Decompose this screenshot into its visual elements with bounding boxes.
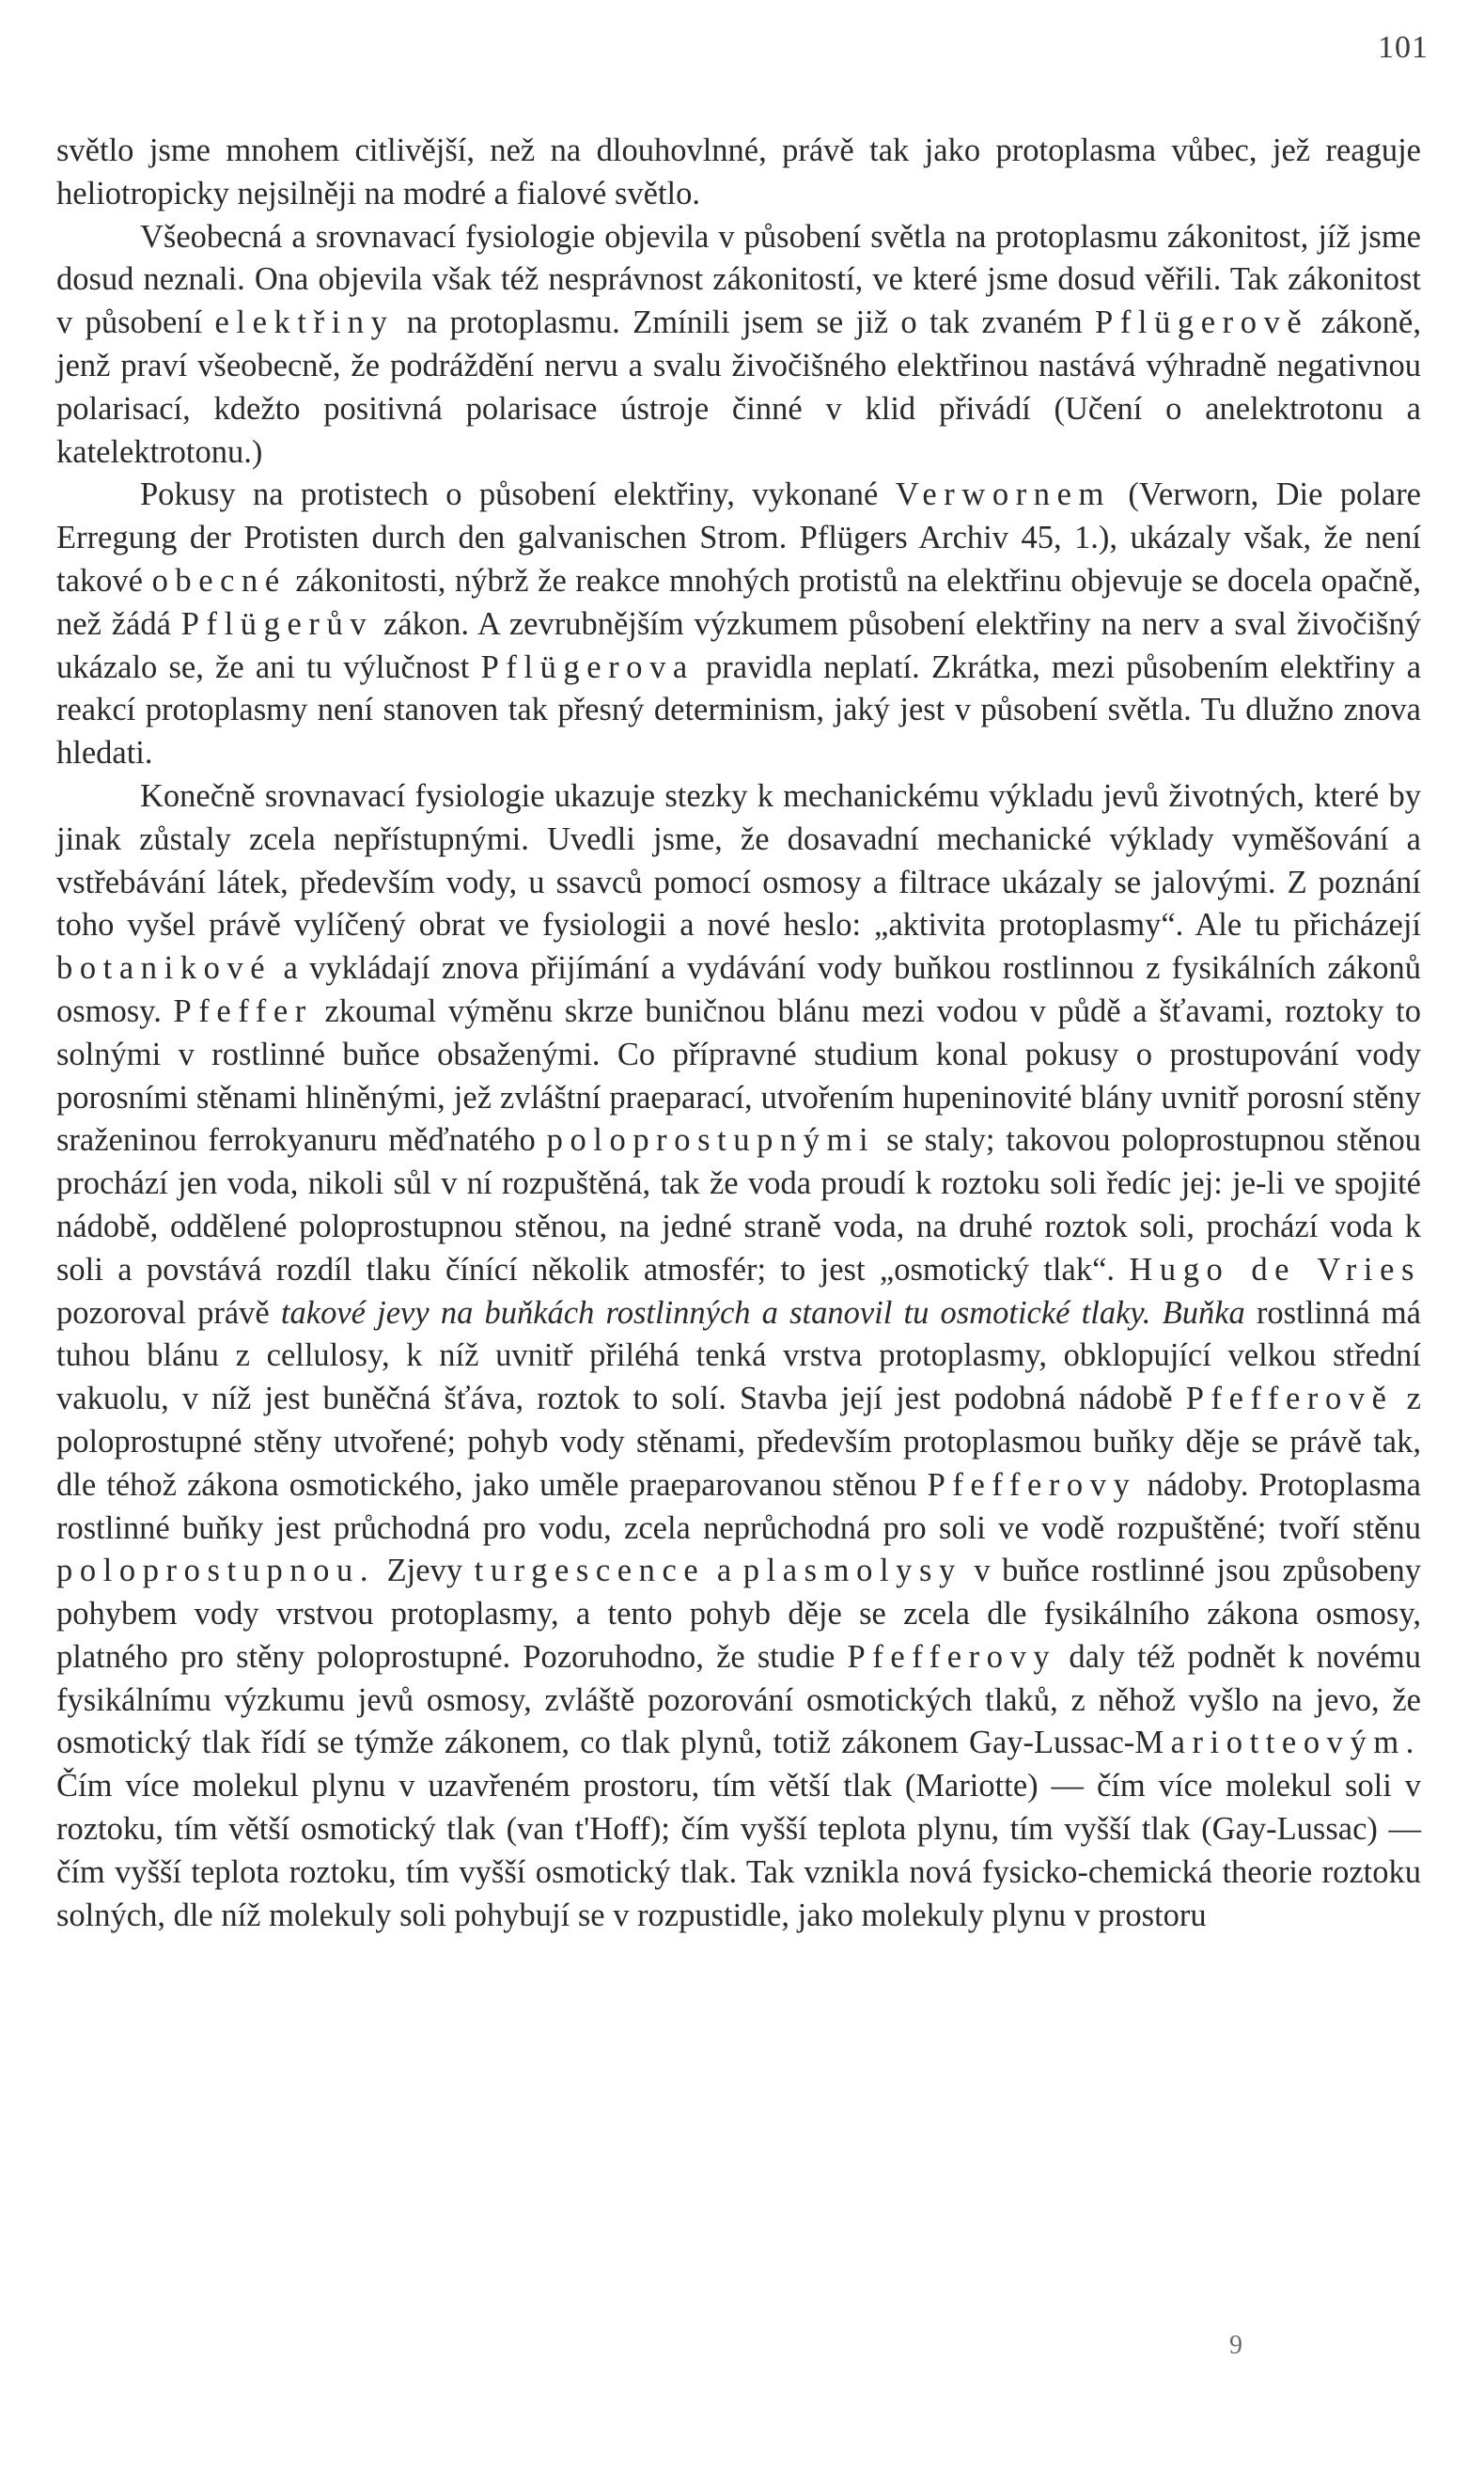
text-run: pravidla neplatí. Zkrátka, mezi působením elektřiny a reakcí protoplasmy není stanoven tak přesný determinism, jaký jest v působení světla. Tu dlužno znova hledati. <box>56 648 1422 772</box>
spaced-emphasis: poloprostupnými <box>546 1122 876 1159</box>
text-run: (Verworn, Die polare Erregung der Protisten durch den galvanischen Strom. Pflügers Archiv 45, 1.), ukázaly však, že není takové <box>56 476 1421 599</box>
spaced-emphasis: botanikové <box>56 950 273 987</box>
text-run: v buňce rostlinné jsou způsobeny pohybem vody vrstvou protoplasmy, a tento pohyb děje se zcela dle fysikálního zákona osmosy, platného pro stěny poloprostupné. Pozoruhodno, že studie <box>56 1553 1421 1675</box>
paragraph <box>56 474 1421 775</box>
spaced-emphasis: Hugo de Vries <box>1129 1251 1421 1288</box>
spaced-emphasis: Pflügerově <box>1095 305 1309 341</box>
spaced-emphasis: turgescence <box>474 1553 706 1589</box>
paragraph <box>56 775 1421 1938</box>
text-run: rostlinná má tuhou blánu z cellulosy, k níž uvnitř přiléhá tenká vrstva protoplasmy, obklopující velkou střední vakuolu, v níž jest buněčná šťáva, roztok to solí. Stavba její jest podobná nádobě <box>56 1294 1421 1417</box>
text-run: z poloprostupné stěny utvořené; pohyb vody stěnami, především protoplasmou buňky děje se právě tak, dle téhož zákona osmotického, jako uměle praeparovanou stěnou <box>56 1381 1421 1503</box>
text-run: daly též podnět k novému fysikálnímu výzkumu jevů osmosy, zvláště pozorování osmotických tlaků, z něhož vyšlo na jevo, že osmotický tlak řídí se týmže zákonem, co tlak plynů, totiž zákonem Gay-Lussac- <box>56 1638 1422 1761</box>
italic-emphasis: Buňka <box>1162 1294 1245 1331</box>
paragraph <box>56 130 1421 216</box>
printer-signature: 9 <box>1229 2331 1242 2360</box>
spaced-emphasis: Mariotteovým. <box>1134 1725 1421 1761</box>
text-run <box>1150 1295 1162 1331</box>
spaced-emphasis: Verwornem <box>895 476 1111 513</box>
page-number: 101 <box>1378 30 1429 65</box>
text-run: zákon. A zevrubnějším výzkumem působení elektřiny na nerv a sval živočišný ukázalo se, že ani tu výlučnost <box>56 605 1421 685</box>
text-run: nádoby. Protoplasma rostlinné buňky jest průchodná pro vodu, zcela neprůchodná pro soli ve vodě rozpuštěné; tvoří stěnu <box>56 1466 1421 1546</box>
spaced-emphasis: Pfeffer <box>173 992 313 1029</box>
spaced-emphasis: obecné <box>151 562 287 599</box>
paragraph <box>56 216 1421 475</box>
text-run: Zjevy <box>375 1553 475 1589</box>
spaced-emphasis: Pflügerův <box>180 605 374 642</box>
text-run: Pokusy na protistech o působení elektřiny, vykonané <box>140 476 896 513</box>
text-run: a vykládají znova přijímání a vydávání vody buňkou rostlinnou z fysikálních zákonů osmosy. <box>56 950 1421 1029</box>
spaced-emphasis: elektřiny <box>214 305 395 341</box>
text-run: světlo jsme mnohem citlivější, než na dlouhovlnné, právě tak jako protoplasma vůbec, jež reaguje heliotropicky nejsilněji na modré a fialové světlo. <box>56 133 1421 211</box>
spaced-emphasis: Pfefferově <box>1185 1381 1394 1417</box>
text-run: zkoumal výměnu skrze buničnou blánu mezi vodou v půdě a šťavami, roztoky to solnými v rostlinné buňce obsaženými. Co přípravné studium konal pokusy o prostupování vody porosními stěnami hliněnými, jež zvláštní praeparací, utvořením hupeninovité blány uvnitř porosní stěny sraženinou ferrokyanuru měďnatého <box>56 992 1421 1159</box>
spaced-emphasis: Pfefferovy <box>927 1466 1137 1503</box>
spaced-emphasis: Pfefferovy <box>847 1638 1057 1675</box>
spaced-emphasis: plasmolysy <box>742 1553 962 1589</box>
body-text <box>56 130 1421 1937</box>
text-run: zákoně, jenž praví všeobecně, že podráždění nervu a svalu živočišného elektřinou nastává výhradně negativnou polarisací, kdežto positivná polarisace ústroje činné v klid přivádí (Učení o anelektrotonu a katelektrotonu.) <box>56 305 1421 470</box>
text-run: Čím více molekul plynu v uzavřeném prostoru, tím větší tlak (Mariotte) — čím více molekul soli v roztoku, tím větší osmotický tlak (van t'Hoff); čím vyšší teplota plynu, tím vyšší tlak (Gay-Lussac) — čím vyšší teplota roztoku, tím vyšší osmotický tlak. Tak vznikla nová fysicko-chemická theorie roztoku solných, dle níž molekuly soli pohybují se v rozpustidle, jako molekuly plynu v prostoru <box>56 1768 1421 1933</box>
text-run: pozoroval právě <box>56 1294 281 1331</box>
text-run: na protoplasmu. Zmínili jsem se již o tak zvaném <box>394 305 1096 341</box>
text-run: a <box>705 1553 743 1589</box>
spaced-emphasis: Pflügerova <box>480 648 695 685</box>
italic-emphasis: takové jevy na buňkách rostlinných a stanovil tu osmotické tlaky. <box>280 1294 1151 1331</box>
text-run: Všeobecná a srovnavací fysiologie objevila v působení světla na protoplasmu zákonitost, jíž jsme dosud neznali. Ona objevila však též nesprávnost zákonitostí, ve které jsme dosud věřili. Tak zákonitost v působení <box>56 218 1421 341</box>
spaced-emphasis: poloprostupnou. <box>56 1553 376 1589</box>
text-run: Konečně srovnavací fysiologie ukazuje stezky k mechanickému výkladu jevů životných, které by jinak zůstaly zcela nepřístupnými. Uvedli jsme, že dosavadní mechanické výklady vyměšování a vstřebávání látek, především vody, u ssavců pomocí osmosy a filtrace ukázaly se jalovými. Z poznání toho vyšel právě vylíčený obrat ve fysiologii a nové heslo: „aktivita protoplasmy“. Ale tu přicházejí <box>56 777 1421 944</box>
text-run: se staly; takovou poloprostupnou stěnou prochází jen voda, nikoli sůl v ní rozpuštěná, tak že voda proudí k roztoku soli ředíc jej: je-li ve spojité nádobě, oddělené poloprostupnou stěnou, na jedné straně voda, na druhé roztok soli, prochází voda k soli a povstává rozdíl tlaku čínící několik atmosfér; to jest „osmotický tlak“. <box>56 1122 1421 1288</box>
text-run: zákonitosti, nýbrž že reakce mnohých protistů na elektřinu objevuje se docela opačně, než žádá <box>56 562 1421 642</box>
